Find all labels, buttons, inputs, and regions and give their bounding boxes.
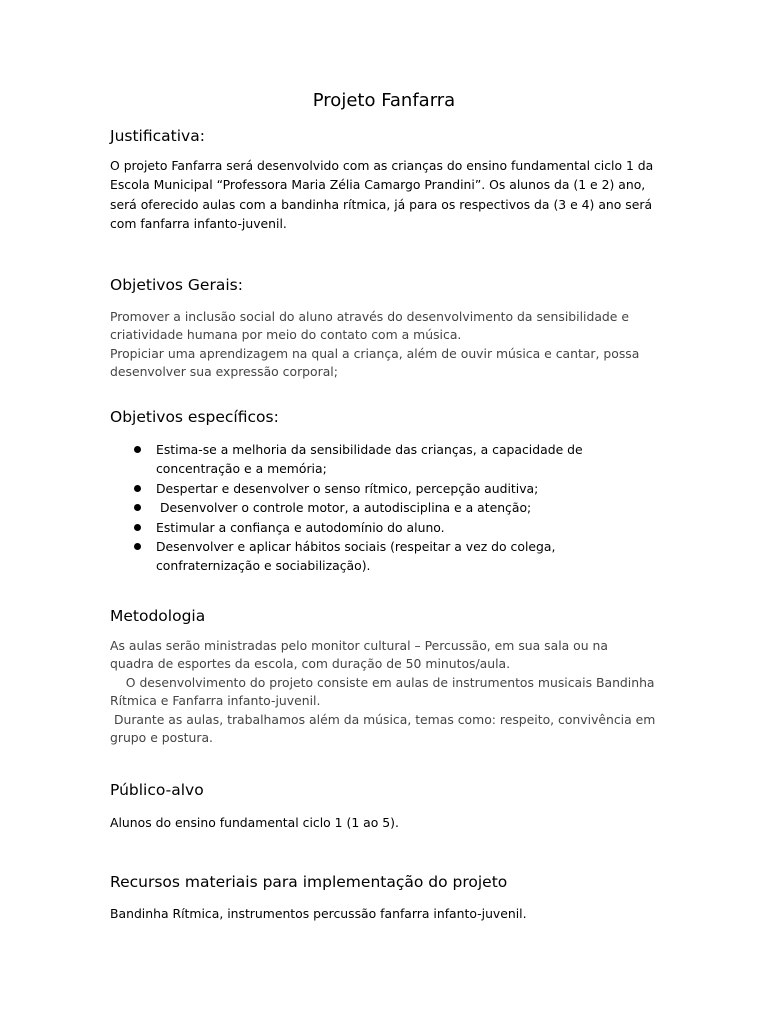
bullet-icon — [134, 524, 141, 531]
bullet-icon — [134, 504, 141, 511]
list-item — [110, 498, 670, 517]
recursos-heading: Recursos materiais para implementação do projeto — [110, 873, 508, 891]
list-item — [110, 518, 670, 537]
list-item — [110, 537, 670, 576]
paragraph-line: Propiciar uma aprendizagem na qual a criança, além de ouvir música e cantar, possa — [110, 345, 640, 361]
metodologia-paragraph — [110, 637, 670, 747]
list-item — [110, 479, 670, 498]
metodologia-heading: Metodologia — [110, 607, 206, 625]
bullet-icon — [134, 485, 141, 492]
paragraph-line: quadra de esportes da escola, com duração de 50 minutos/aula. — [110, 656, 511, 672]
paragraph-line: Escola Municipal “Professora Maria Zélia Camargo Prandini”. Os alunos da (1 e 2) ano, — [110, 177, 646, 193]
paragraph-line: com fanfarra infanto-juvenil. — [110, 216, 287, 232]
paragraph-line: Durante as aulas, trabalhamos além da música, temas como: respeito, convivência em — [110, 711, 656, 727]
bullet-icon — [134, 543, 141, 550]
objetivos-especificos-list — [110, 440, 670, 576]
objetivos-gerais-paragraph — [110, 308, 670, 382]
objetivos-especificos-heading: Objetivos específicos: — [110, 408, 279, 426]
justificativa-paragraph — [110, 156, 670, 234]
objetivos-gerais-heading: Objetivos Gerais: — [110, 276, 243, 294]
page-title: Projeto Fanfarra — [312, 90, 456, 111]
list-item-text: Desenvolver o controle motor, a autodisciplina e a atenção; — [156, 500, 532, 516]
list-item-text: confraternização e sociabilização). — [156, 558, 371, 574]
bullet-icon — [134, 446, 141, 453]
list-item — [110, 440, 670, 479]
recursos-text: Bandinha Rítmica, instrumentos percussão fanfarra infanto-juvenil. — [110, 906, 527, 921]
paragraph-line: As aulas serão ministradas pelo monitor cultural – Percussão, em sua sala ou na — [110, 638, 608, 653]
list-item-text: Estimular a confiança e autodomínio do aluno. — [156, 519, 445, 535]
paragraph-line: O desenvolvimento do projeto consiste em aulas de instrumentos musicais Bandinha — [110, 674, 655, 690]
justificativa-heading: Justificativa: — [110, 127, 205, 145]
paragraph-line: desenvolver sua expressão corporal; — [110, 364, 338, 380]
paragraph-line: será oferecido aulas com a bandinha rítmica, já para os respectivos da (3 e 4) ano será — [110, 196, 653, 212]
paragraph-line: grupo e postura. — [110, 730, 213, 746]
list-item-text: concentração e a memória; — [156, 461, 327, 477]
paragraph-line: criatividade humana por meio do contato com a música. — [110, 327, 462, 343]
paragraph-line: O projeto Fanfarra será desenvolvido com as crianças do ensino fundamental ciclo 1 da — [110, 158, 654, 173]
paragraph-line: Rítmica e Fanfarra infanto-juvenil. — [110, 693, 321, 709]
list-item-text: Desenvolver e aplicar hábitos sociais (respeitar a vez do colega, — [156, 539, 556, 555]
list-item-text: Estima-se a melhoria da sensibilidade das crianças, a capacidade de — [156, 442, 583, 457]
publico-alvo-heading: Público-alvo — [110, 781, 204, 799]
paragraph-line: Promover a inclusão social do aluno através do desenvolvimento da sensibilidade e — [110, 309, 629, 324]
publico-alvo-text: Alunos do ensino fundamental ciclo 1 (1 ao 5). — [110, 815, 399, 830]
list-item-text: Despertar e desenvolver o senso rítmico, percepção auditiva; — [156, 480, 539, 496]
